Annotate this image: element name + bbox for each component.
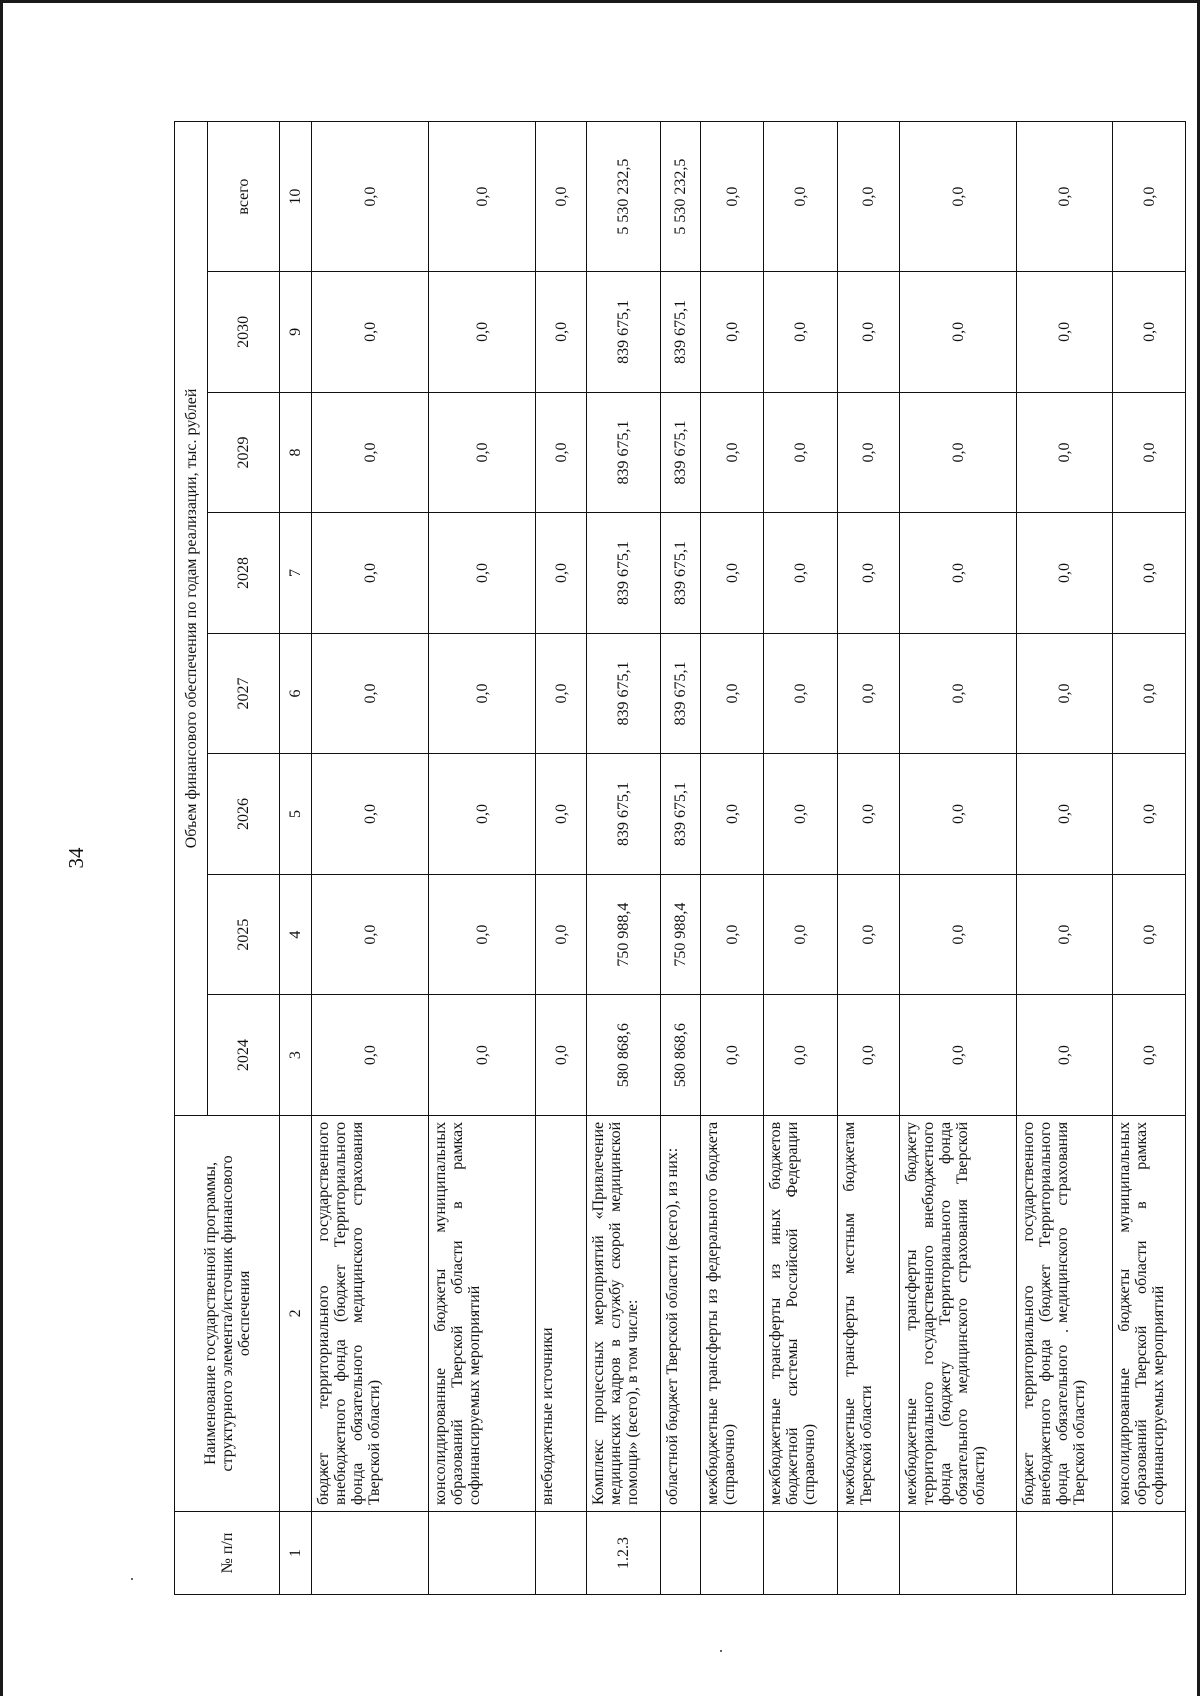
total-value: 0,0 [312, 122, 429, 272]
year-value: 0,0 [312, 513, 429, 634]
year-value: 0,0 [536, 754, 587, 875]
year-value: 0,0 [701, 874, 764, 995]
year-value: 0,0 [536, 995, 587, 1116]
year-value: 0,0 [1113, 272, 1186, 393]
year-value: 580 868,6 [661, 995, 701, 1116]
year-value: 0,0 [536, 633, 587, 754]
year-value: 0,0 [900, 272, 1017, 393]
table-row [429, 122, 536, 1595]
row-number [764, 1511, 838, 1594]
year-value: 0,0 [429, 633, 536, 754]
year-value: 0,0 [1113, 995, 1186, 1116]
year-value: 0,0 [764, 633, 838, 754]
year-value: 0,0 [764, 995, 838, 1116]
row-number [838, 1511, 900, 1594]
column-index: 1 [280, 1511, 312, 1594]
row-name: межбюджетные трансферты местным бюджетам Тверской области [838, 1115, 900, 1511]
year-value: 0,0 [838, 392, 900, 513]
row-number [1113, 1511, 1186, 1594]
total-value: 0,0 [764, 122, 838, 272]
row-name: Комплекс процессных мероприятий «Привлечение медицинских кадров в службу скорой медицинской помощи» (всего), в том числе: [587, 1115, 661, 1511]
year-value: 0,0 [764, 272, 838, 393]
year-value: 0,0 [838, 995, 900, 1116]
year-value: 839 675,1 [661, 513, 701, 634]
header-year: 2029 [208, 392, 280, 513]
year-value: 0,0 [764, 874, 838, 995]
year-value: 839 675,1 [587, 392, 661, 513]
header-year: 2025 [208, 874, 280, 995]
header-name: Наименование государственной программы, структурного элемента/источник финансового обеспечения [175, 1115, 280, 1511]
year-value: 0,0 [838, 633, 900, 754]
year-value: 0,0 [429, 392, 536, 513]
row-number [536, 1511, 587, 1594]
table-row [1017, 122, 1113, 1595]
header-year: 2027 [208, 633, 280, 754]
year-value: 0,0 [429, 874, 536, 995]
year-value: 0,0 [1113, 392, 1186, 513]
year-value: 0,0 [1017, 633, 1113, 754]
table-row [661, 122, 701, 1595]
year-value: 0,0 [900, 392, 1017, 513]
year-value: 0,0 [900, 874, 1017, 995]
table-row [312, 122, 429, 1595]
year-value: 0,0 [1017, 513, 1113, 634]
total-value: 5 530 232,5 [661, 122, 701, 272]
year-value: 0,0 [312, 392, 429, 513]
year-value: 0,0 [1113, 754, 1186, 875]
total-value: 0,0 [701, 122, 764, 272]
year-value: 0,0 [1017, 995, 1113, 1116]
total-value: 0,0 [1113, 122, 1186, 272]
header-year: 2024 [208, 995, 280, 1116]
header-year: 2030 [208, 272, 280, 393]
year-value: 0,0 [838, 272, 900, 393]
year-value: 0,0 [536, 392, 587, 513]
row-name: межбюджетные трансферты из иных бюджетов бюджетной системы Российской Федерации (справочно) [764, 1115, 838, 1511]
year-value: 0,0 [1017, 754, 1113, 875]
row-name: бюджет территориального государственного внебюджетного фонда (бюджет Территориального фонда обязательного медицинского страхования Тверской области) [1017, 1115, 1113, 1511]
table-row [900, 122, 1017, 1595]
year-value: 0,0 [900, 995, 1017, 1116]
year-value: 0,0 [312, 272, 429, 393]
row-name: областной бюджет Тверской области (всего), из них: [661, 1115, 701, 1511]
column-index: 5 [280, 754, 312, 875]
column-index: 7 [280, 513, 312, 634]
row-name: межбюджетные трансферты бюджету территориального государственного внебюджетного фонда (бюджету Территориального фонда обязательного медицинского страхования Тверской области) [900, 1115, 1017, 1511]
year-value: 0,0 [312, 754, 429, 875]
year-value: 0,0 [1113, 633, 1186, 754]
year-value: 839 675,1 [661, 392, 701, 513]
total-value: 0,0 [536, 122, 587, 272]
year-value: 0,0 [1113, 874, 1186, 995]
column-index: 4 [280, 874, 312, 995]
year-value: 839 675,1 [661, 754, 701, 875]
row-number [312, 1511, 429, 1594]
year-value: 839 675,1 [661, 633, 701, 754]
scan-speck [131, 1578, 133, 1580]
total-value: 0,0 [838, 122, 900, 272]
column-index: 9 [280, 272, 312, 393]
row-number [900, 1511, 1017, 1594]
year-value: 0,0 [701, 513, 764, 634]
year-value: 0,0 [1017, 272, 1113, 393]
year-value: 0,0 [764, 392, 838, 513]
year-value: 0,0 [900, 513, 1017, 634]
table-row [1113, 122, 1186, 1595]
row-number [701, 1511, 764, 1594]
year-value: 0,0 [838, 874, 900, 995]
total-value: 0,0 [900, 122, 1017, 272]
year-value: 839 675,1 [587, 513, 661, 634]
year-value: 0,0 [429, 513, 536, 634]
total-value: 0,0 [1017, 122, 1113, 272]
year-value: 0,0 [900, 633, 1017, 754]
year-value: 0,0 [312, 633, 429, 754]
year-value: 0,0 [429, 995, 536, 1116]
year-value: 0,0 [536, 874, 587, 995]
row-name: бюджет территориального государственного внебюджетного фонда (бюджет Территориального фонда обязательного медицинского страхования Тверской области) [312, 1115, 429, 1511]
row-number [429, 1511, 536, 1594]
table-row [536, 122, 587, 1595]
year-value: 0,0 [312, 995, 429, 1116]
year-value: 0,0 [1113, 513, 1186, 634]
column-index: 10 [280, 122, 312, 272]
year-value: 0,0 [701, 995, 764, 1116]
header-year: 2026 [208, 754, 280, 875]
total-value: 0,0 [429, 122, 536, 272]
row-name: межбюджетные трансферты из федерального бюджета (справочно) [701, 1115, 764, 1511]
scan-edge-top [0, 0, 1200, 3]
year-value: 0,0 [701, 633, 764, 754]
year-value: 0,0 [536, 272, 587, 393]
column-index: 8 [280, 392, 312, 513]
total-value: 5 530 232,5 [587, 122, 661, 272]
year-value: 0,0 [900, 754, 1017, 875]
scan-speck [720, 1650, 722, 1652]
financing-table [174, 121, 1186, 1595]
header-finance-volume: Объем финансового обеспечения по годам реализации, тыс. рублей [175, 122, 208, 1116]
year-value: 0,0 [838, 754, 900, 875]
year-value: 839 675,1 [587, 633, 661, 754]
year-value: 0,0 [1017, 392, 1113, 513]
year-value: 0,0 [1017, 874, 1113, 995]
header-number: № п/п [175, 1511, 280, 1594]
column-index: 2 [280, 1115, 312, 1511]
row-number [661, 1511, 701, 1594]
year-value: 0,0 [536, 513, 587, 634]
year-value: 839 675,1 [661, 272, 701, 393]
row-name: консолидированные бюджеты муниципальных образований Тверской области в рамках софинансируемых мероприятий [429, 1115, 536, 1511]
rotated-page [64, 121, 1167, 1595]
header-total: всего [208, 122, 280, 272]
year-value: 0,0 [838, 513, 900, 634]
column-index: 3 [280, 995, 312, 1116]
year-value: 0,0 [701, 272, 764, 393]
year-value: 0,0 [764, 754, 838, 875]
table-row [701, 122, 764, 1595]
row-name: внебюджетные источники [536, 1115, 587, 1511]
year-value: 839 675,1 [587, 754, 661, 875]
year-value: 0,0 [701, 754, 764, 875]
year-value: 750 988,4 [587, 874, 661, 995]
year-value: 0,0 [312, 874, 429, 995]
year-value: 0,0 [429, 272, 536, 393]
year-value: 0,0 [764, 513, 838, 634]
year-value: 0,0 [429, 754, 536, 875]
year-value: 839 675,1 [587, 272, 661, 393]
table-row [838, 122, 900, 1595]
page-number: 34 [64, 847, 88, 869]
row-number [1017, 1511, 1113, 1594]
year-value: 580 868,6 [587, 995, 661, 1116]
table-row [764, 122, 838, 1595]
column-index: 6 [280, 633, 312, 754]
header-year: 2028 [208, 513, 280, 634]
year-value: 750 988,4 [661, 874, 701, 995]
scan-edge-left [0, 0, 3, 1696]
year-value: 0,0 [701, 392, 764, 513]
table-row [587, 122, 661, 1595]
row-number: 1.2.3 [587, 1511, 661, 1594]
row-name: консолидированные бюджеты муниципальных образований Тверской области в рамках софинансируемых мероприятий [1113, 1115, 1186, 1511]
